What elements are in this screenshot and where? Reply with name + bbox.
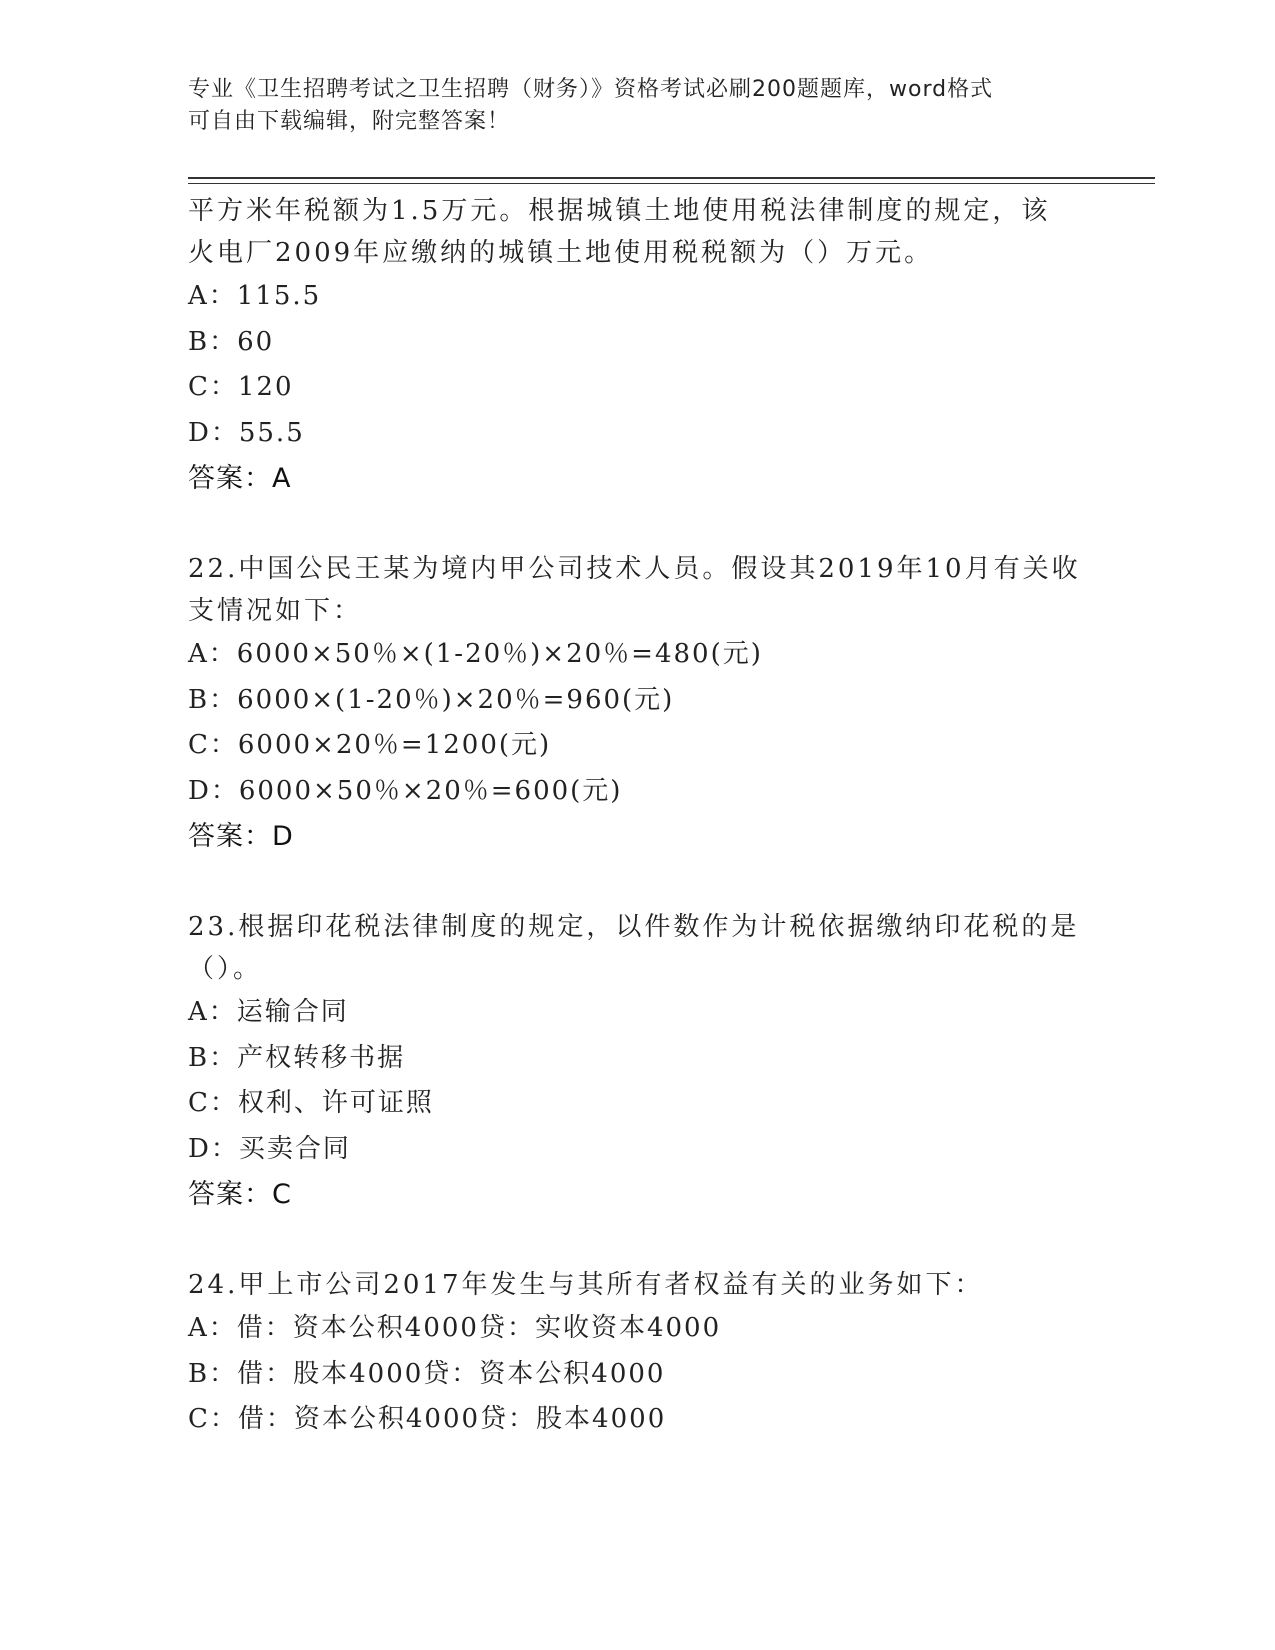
question-22	[188, 548, 1088, 860]
option-b: B：借：股本4000贷：资本公积4000	[188, 1358, 666, 1389]
question-stem-line: 24.甲上市公司2017年发生与其所有者权益有关的业务如下：	[188, 1270, 984, 1300]
option-b: B：60	[188, 326, 275, 357]
option-d: D：6000×50％×20％=600(元)	[188, 775, 623, 806]
option-d: D：55.5	[188, 417, 305, 448]
option-b: B：6000×(1-20％)×20％=960(元)	[188, 684, 675, 715]
question-stem-line: 23.根据印花税法律制度的规定，以件数作为计税依据缴纳印花税的是	[188, 912, 1080, 942]
question-21	[188, 190, 1088, 502]
question-stem-line: （）。	[188, 954, 263, 984]
question-stem-line: 平方米年税额为1.5万元。根据城镇土地使用税法律制度的规定，该	[188, 196, 1051, 226]
option-a: A：借：资本公积4000贷：实收资本4000	[188, 1313, 722, 1343]
spacer	[188, 502, 1088, 548]
option-c: C：借：资本公积4000贷：股本4000	[188, 1404, 667, 1434]
spacer	[188, 860, 1088, 906]
option-a: A：6000×50％×(1-20％)×20％=480(元)	[188, 639, 763, 669]
question-list	[188, 190, 1088, 1443]
header-divider-thin	[188, 183, 1155, 184]
spacer	[188, 1218, 1088, 1264]
option-a: A：115.5	[188, 281, 322, 311]
question-23	[188, 906, 1088, 1218]
answer-label: 答案：C	[188, 1179, 292, 1210]
option-c: C：权利、许可证照	[188, 1088, 434, 1118]
option-c: C：6000×20％=1200(元)	[188, 730, 552, 760]
answer-label: 答案：A	[188, 463, 292, 494]
option-d: D：买卖合同	[188, 1133, 351, 1164]
document-header	[188, 74, 1088, 138]
header-divider-thick	[188, 177, 1155, 179]
question-stem-line: 支情况如下：	[188, 596, 363, 626]
question-stem-line: 22.中国公民王某为境内甲公司技术人员。假设其2019年10月有关收	[188, 554, 1081, 584]
header-title-line-1: 专业《卫生招聘考试之卫生招聘（财务）》资格考试必刷200题题库，word格式	[188, 77, 994, 102]
option-b: B：产权转移书据	[188, 1042, 406, 1073]
option-a: A：运输合同	[188, 997, 349, 1027]
question-stem-line: 火电厂2009年应缴纳的城镇土地使用税税额为（）万元。	[188, 238, 934, 268]
answer-label: 答案：D	[188, 821, 294, 852]
option-c: C：120	[188, 372, 294, 402]
question-24	[188, 1264, 1088, 1443]
header-title-line-2: 可自由下载编辑，附完整答案！	[188, 109, 511, 134]
